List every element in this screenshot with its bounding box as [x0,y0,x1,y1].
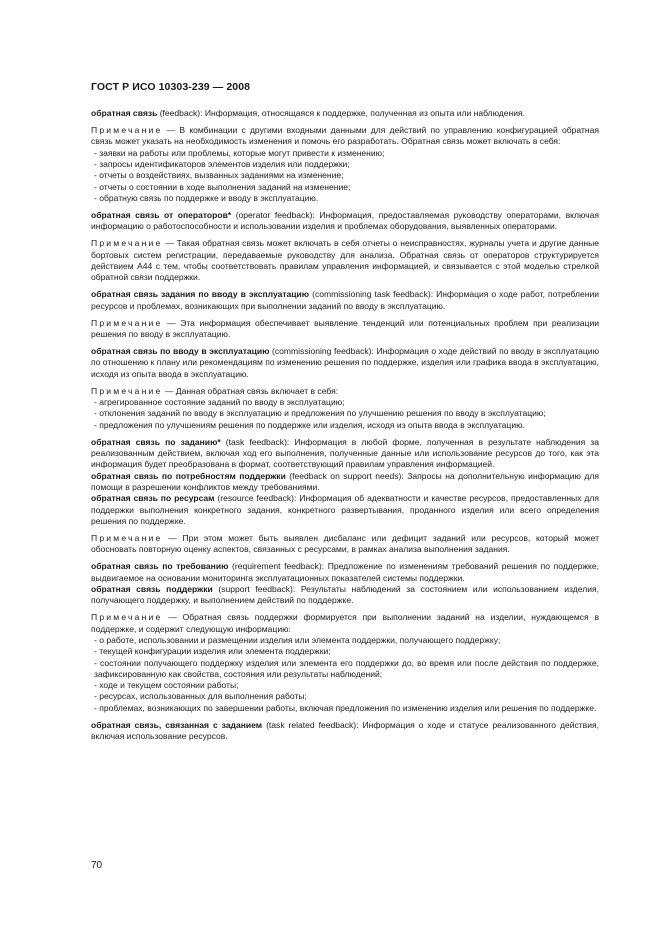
term-definition: Запросы на дополнительную информацию для помощи в разрешении конфликтов между требованиями. [91,470,599,492]
term-english: (support feedback): [212,583,301,594]
term-english: (feedback on support needs): [285,470,408,481]
list-item: - проблемах, возникающих по завершении работы, включая предложения по изменению изделия или решения по поддержке. [94,702,597,713]
term: обратная связь по заданию* [91,436,221,447]
term-definition: Информация об адекватности и качестве ресурсов, предоставленных для поддержки выполнения конкретного задания, конкретного развертывания, проданного изделия или всего определения решения по поддержке. [91,493,599,526]
page-number: 70 [91,860,103,871]
term-entry [91,108,599,119]
list-item: - отчеты о воздействиях, вызванных заданиями на изменение; [94,170,344,181]
term: обратная связь по ресурсам [91,493,215,504]
term-english: (commissioning task feedback): [309,289,437,300]
term-entry [91,437,599,471]
term-definition: Результаты наблюдений за состоянием или использованием изделия, получающего поддержку, и выполнением действий по поддержке. [91,583,599,606]
note-label: Примечание [91,125,163,136]
list-item: - обратную связь по поддержке и вводу в эксплуатацию. [94,192,319,203]
list-item: - запросы идентификаторов элементов изделия или поддержки; [94,158,350,169]
note-label: Примечание [91,317,163,328]
term-entry [91,493,599,527]
term: обратная связь, связанная с заданием [91,719,263,730]
document-header: ГОСТ Р ИСО 10303-239 — 2008 [91,81,251,93]
note-text: — Данная обратная связь включает в себя: [162,385,339,396]
term-definition: Предложение по изменениям требований решения по поддержке, выдвигаемое на основании мониторинга эксплуатационных показателей системы поддержки. [91,561,599,583]
term-english: (operator feedback): [231,209,320,220]
list-item: - отчеты о состоянии в ходе выполнения заданий на изменение; [94,181,351,192]
term-english: (task related feedback): [262,719,363,730]
term-entry [91,289,599,312]
term: обратная связь по вводу в эксплуатацию [91,346,270,357]
list-item: - агрегированное состояние заданий по вводу в эксплуатацию; [94,397,345,408]
note-text: — При этом может быть выявлен дисбаланс или дефицит заданий или ресурсов, который может обосновать повторную оценку аспектов, связанных с ресурсами, в рамках анализа выполнения задания. [91,532,599,555]
note-label: Примечание [91,385,163,396]
list-item: - ходе и текущем состоянии работы; [94,680,239,691]
term-definition: Информация в любой форме, полученная в результате наблюдения за реализованным действием, включая ход его выполнения, полученные данные или использование ресурсов до того, как эта информация будет преобразована в формат, соответствующий правилам управления информацией. [91,436,599,470]
note-text: — Обратная связь поддержки формируется при выполнении заданий на изделии, нуждающемся в поддержке, и содержит следующую информацию: [91,612,599,634]
note [91,612,599,635]
note [91,238,599,283]
term-definition: Информация, относящаяся к поддержке, полученная из опыта или наблюдения. [204,108,526,118]
note-label: Примечание [91,532,163,543]
note-text: — В комбинации с другими входными данными для действий по управлению конфигурацией обратная связь может указать на необходимость изменения и помочь его разработать. Обратная связь может включать в себя: [91,125,599,147]
term: обратная связь по потребностям поддержки [91,470,286,481]
term-definition: Информация, предоставляемая руководству операторами, включая информацию о работоспособности и использовании изделия и проблемах оборудования, выявленных операторами. [91,209,599,232]
list-item: - о работе, использовании и размещении изделия или элемента поддержки, получающего поддержку; [94,634,501,645]
term-english: (feedback): [157,108,205,118]
list-item: - предложения по улучшениям решения по поддержке или изделия, исходя из опыта ввода в эксплуатацию. [94,419,525,430]
term: обратная связь по требованию [91,561,229,572]
list-item: - отклонения заданий по вводу в эксплуатацию и предложения по улучшению решения по вводу в эксплуатацию; [94,408,546,419]
term: обратная связь от операторов* [91,209,232,220]
note-text: — Эта информация обеспечивает выявление тенденций или потенциальных проблем при реализации решения по вводу в эксплуатацию. [91,317,599,340]
term-definition: Информация о ходе действий по вводу в эксплуатацию по отношению к плану или рекомендациям по изменению решения по поддержке, изделия или графика ввода в эксплуатацию, исходя из опыта ввода в эксплуатацию. [91,346,599,379]
note-label: Примечание [91,612,163,623]
term: обратная связь задания по вводу в эксплуатацию [91,289,310,300]
term-entry [91,584,599,607]
term-entry [91,720,599,743]
term-english: (commissioning feedback): [269,346,377,357]
term-entry [91,471,599,494]
list-item: - текущей конфигурации изделия или элемента поддержки; [94,646,331,657]
note-text: — Такая обратная связь может включать в себя отчеты о неисправностях, журналы учета и другие данные бортовых систем регистрации, передаваемые руководству для анализа. Обратная связь от операторов структурируется действием А44 с тем, чтобы соответствовать правилам управления информацией, и связывается с этой моделью стрелкой обратной связи поддержки. [91,238,599,283]
note [91,318,599,341]
term-entry [91,210,599,233]
note-label: Примечание [91,238,163,249]
term: обратная связь [91,108,158,118]
document-body [91,108,599,742]
term-english: (resource feedback): [214,493,300,504]
note [91,125,599,148]
term-entry [91,346,599,380]
term-english: (requirement feedback): [228,561,328,572]
note [91,386,599,397]
term-entry [91,561,599,584]
term-definition: Информация о ходе работ, потреблении ресурсов и проблемах, возникающих при выполнении заданий по вводу в эксплуатацию. [91,289,599,311]
list-item: - заявки на работы или проблемы, которые могут привести к изменению; [94,147,385,158]
term-definition: Информация о ходе и статусе реализованного действия, включая использование ресурсов. [91,719,599,742]
list-item: - состоянии получающего поддержку изделия или элемента его поддержки до, во время или после действия по поддержке, зафиксированную как свойства, состояния или результаты наблюдений; [94,657,599,679]
term: обратная связь поддержки [91,583,213,594]
term-english: (task feedback): [220,436,295,447]
note [91,533,599,556]
list-item: - ресурсах, использованных для выполнения работы; [94,691,307,702]
